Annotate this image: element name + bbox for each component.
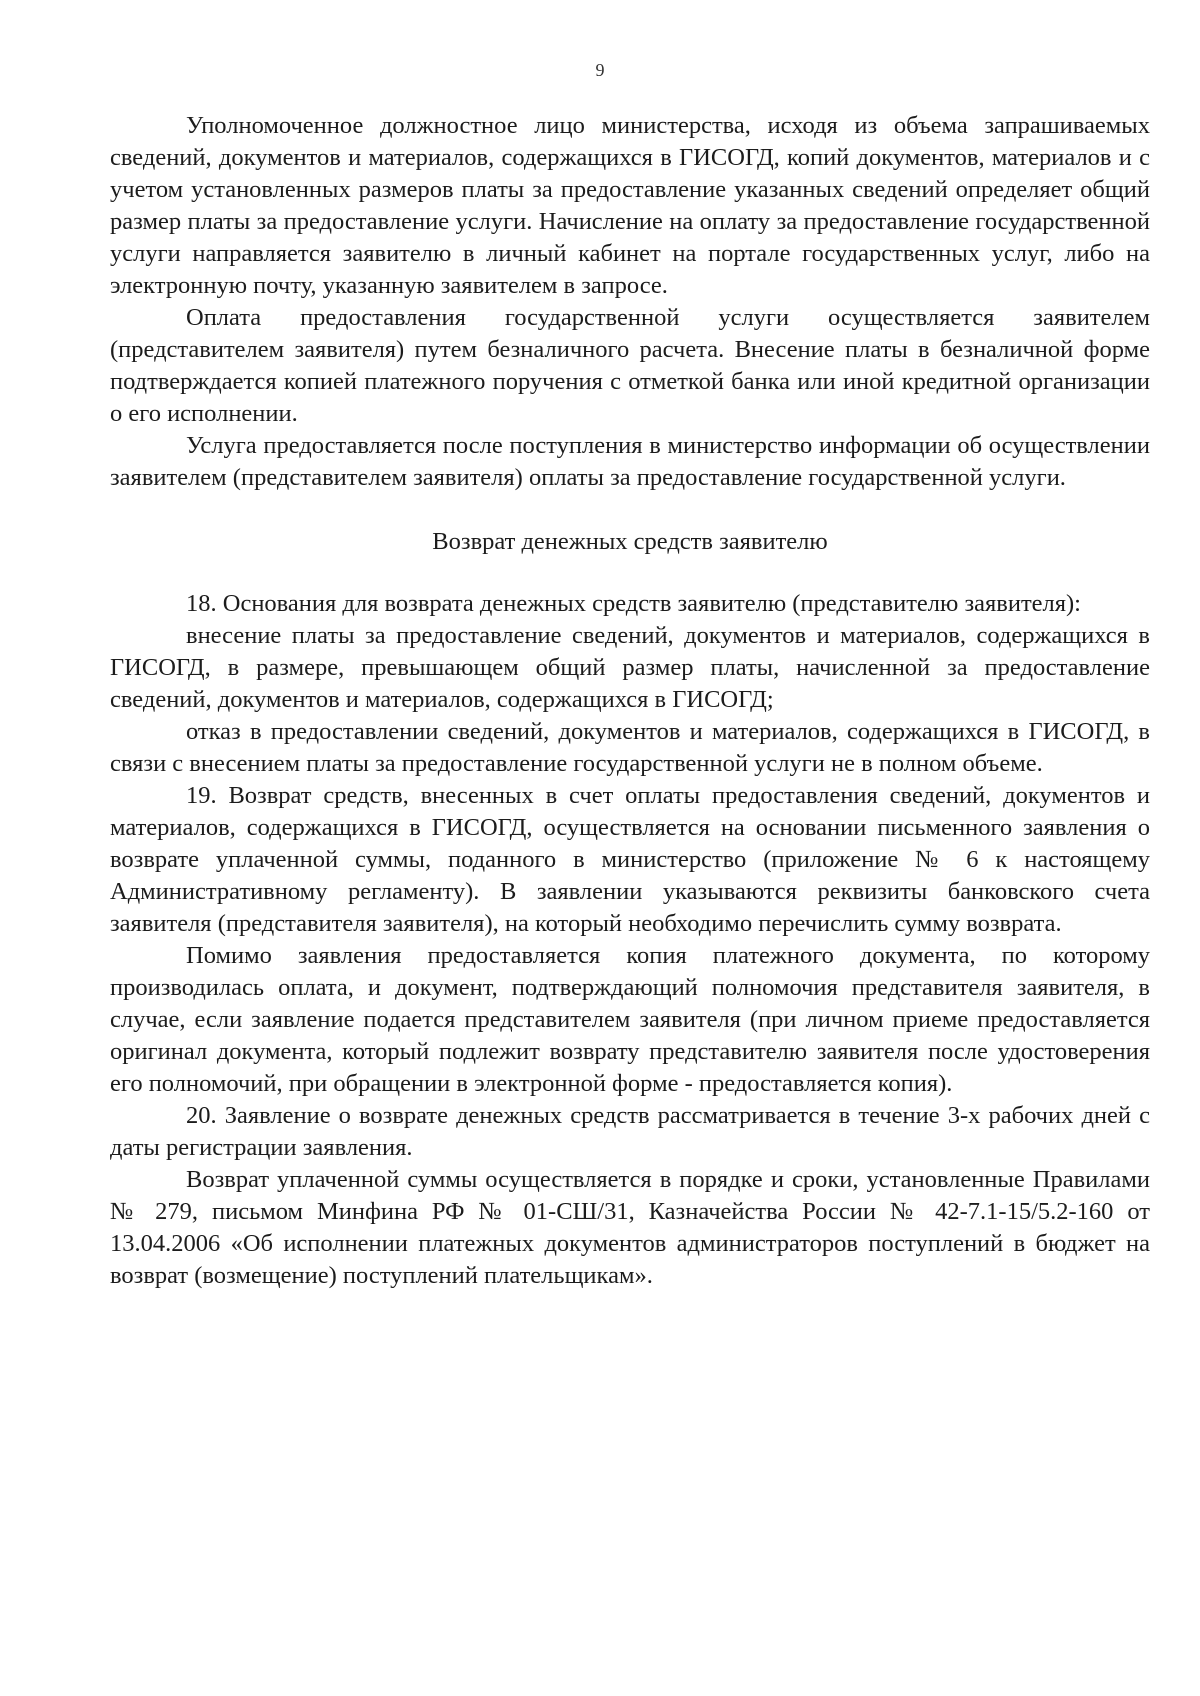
section-heading-refund: Возврат денежных средств заявителю: [432, 528, 828, 555]
paragraph-documents: Помимо заявления предоставляется копия платежного документа, по которому производилась оплата, и документ, подтверждающий полномочия представителя заявителя, в случае, если заявление подается представителем заявителя (при личном приеме предоставляется оригинал документа, который подлежит возврату представителю заявителя после удостоверения его полномочий, при обращении в электронной форме - предоставляется копия).: [110, 942, 1150, 1097]
paragraph-service-provision: Услуга предоставляется после поступления в министерство информации об осуществлении заявителем (представителем заявителя) оплаты за предоставление государственной услуги.: [110, 432, 1150, 491]
paragraph-fee-calculation: Уполномоченное должностное лицо министерства, исходя из объема запрашиваемых сведений, документов и материалов, содержащихся в ГИСОГД, копий документов, материалов и с учетом установленных размеров платы за предоставление указанных сведений определяет общий размер платы за предоставление услуги. Начисление на оплату за предоставление государственной услуги направляется заявителю в личный кабинет на портале государственных услуг, либо на электронную почту, указанную заявителем в запросе.: [110, 112, 1150, 299]
paragraph-item-20: 20. Заявление о возврате денежных средств рассматривается в течение 3-х рабочих дней с даты регистрации заявления.: [110, 1102, 1150, 1161]
document-body: [110, 110, 1150, 1292]
paragraph-refund-procedure: Возврат уплаченной суммы осуществляется в порядке и сроки, установленные Правилами № 279, письмом Минфина РФ № 01-СШ/31, Казначейства России № 42-7.1-15/5.2-160 от 13.04.2006 «Об исполнении платежных документов администраторов поступлений в бюджет на возврат (возмещение) поступлений плательщикам».: [110, 1166, 1150, 1289]
paragraph-item-18: 18. Основания для возврата денежных средств заявителю (представителю заявителя):: [186, 590, 1081, 617]
paragraph-refusal: отказ в предоставлении сведений, документов и материалов, содержащихся в ГИСОГД, в связи с внесением платы за предоставление государственной услуги не в полном объеме.: [110, 718, 1150, 777]
page-number: 9: [595, 60, 605, 80]
paragraph-overpayment: внесение платы за предоставление сведений, документов и материалов, содержащихся в ГИСОГД, в размере, превышающем общий размер платы, начисленной за предоставление сведений, документов и материалов, содержащихся в ГИСОГД;: [110, 622, 1150, 713]
paragraph-payment-method: Оплата предоставления государственной услуги осуществляется заявителем (представителем заявителя) путем безналичного расчета. Внесение платы в безналичной форме подтверждается копией платежного поручения с отметкой банка или иной кредитной организации о его исполнении.: [110, 304, 1150, 427]
paragraph-item-19: 19. Возврат средств, внесенных в счет оплаты предоставления сведений, документов и материалов, содержащихся в ГИСОГД, осуществляется на основании письменного заявления о возврате уплаченной суммы, поданного в министерство (приложение № 6 к настоящему Административному регламенту). В заявлении указываются реквизиты банковского счета заявителя (представителя заявителя), на который необходимо перечислить сумму возврата.: [110, 782, 1150, 937]
